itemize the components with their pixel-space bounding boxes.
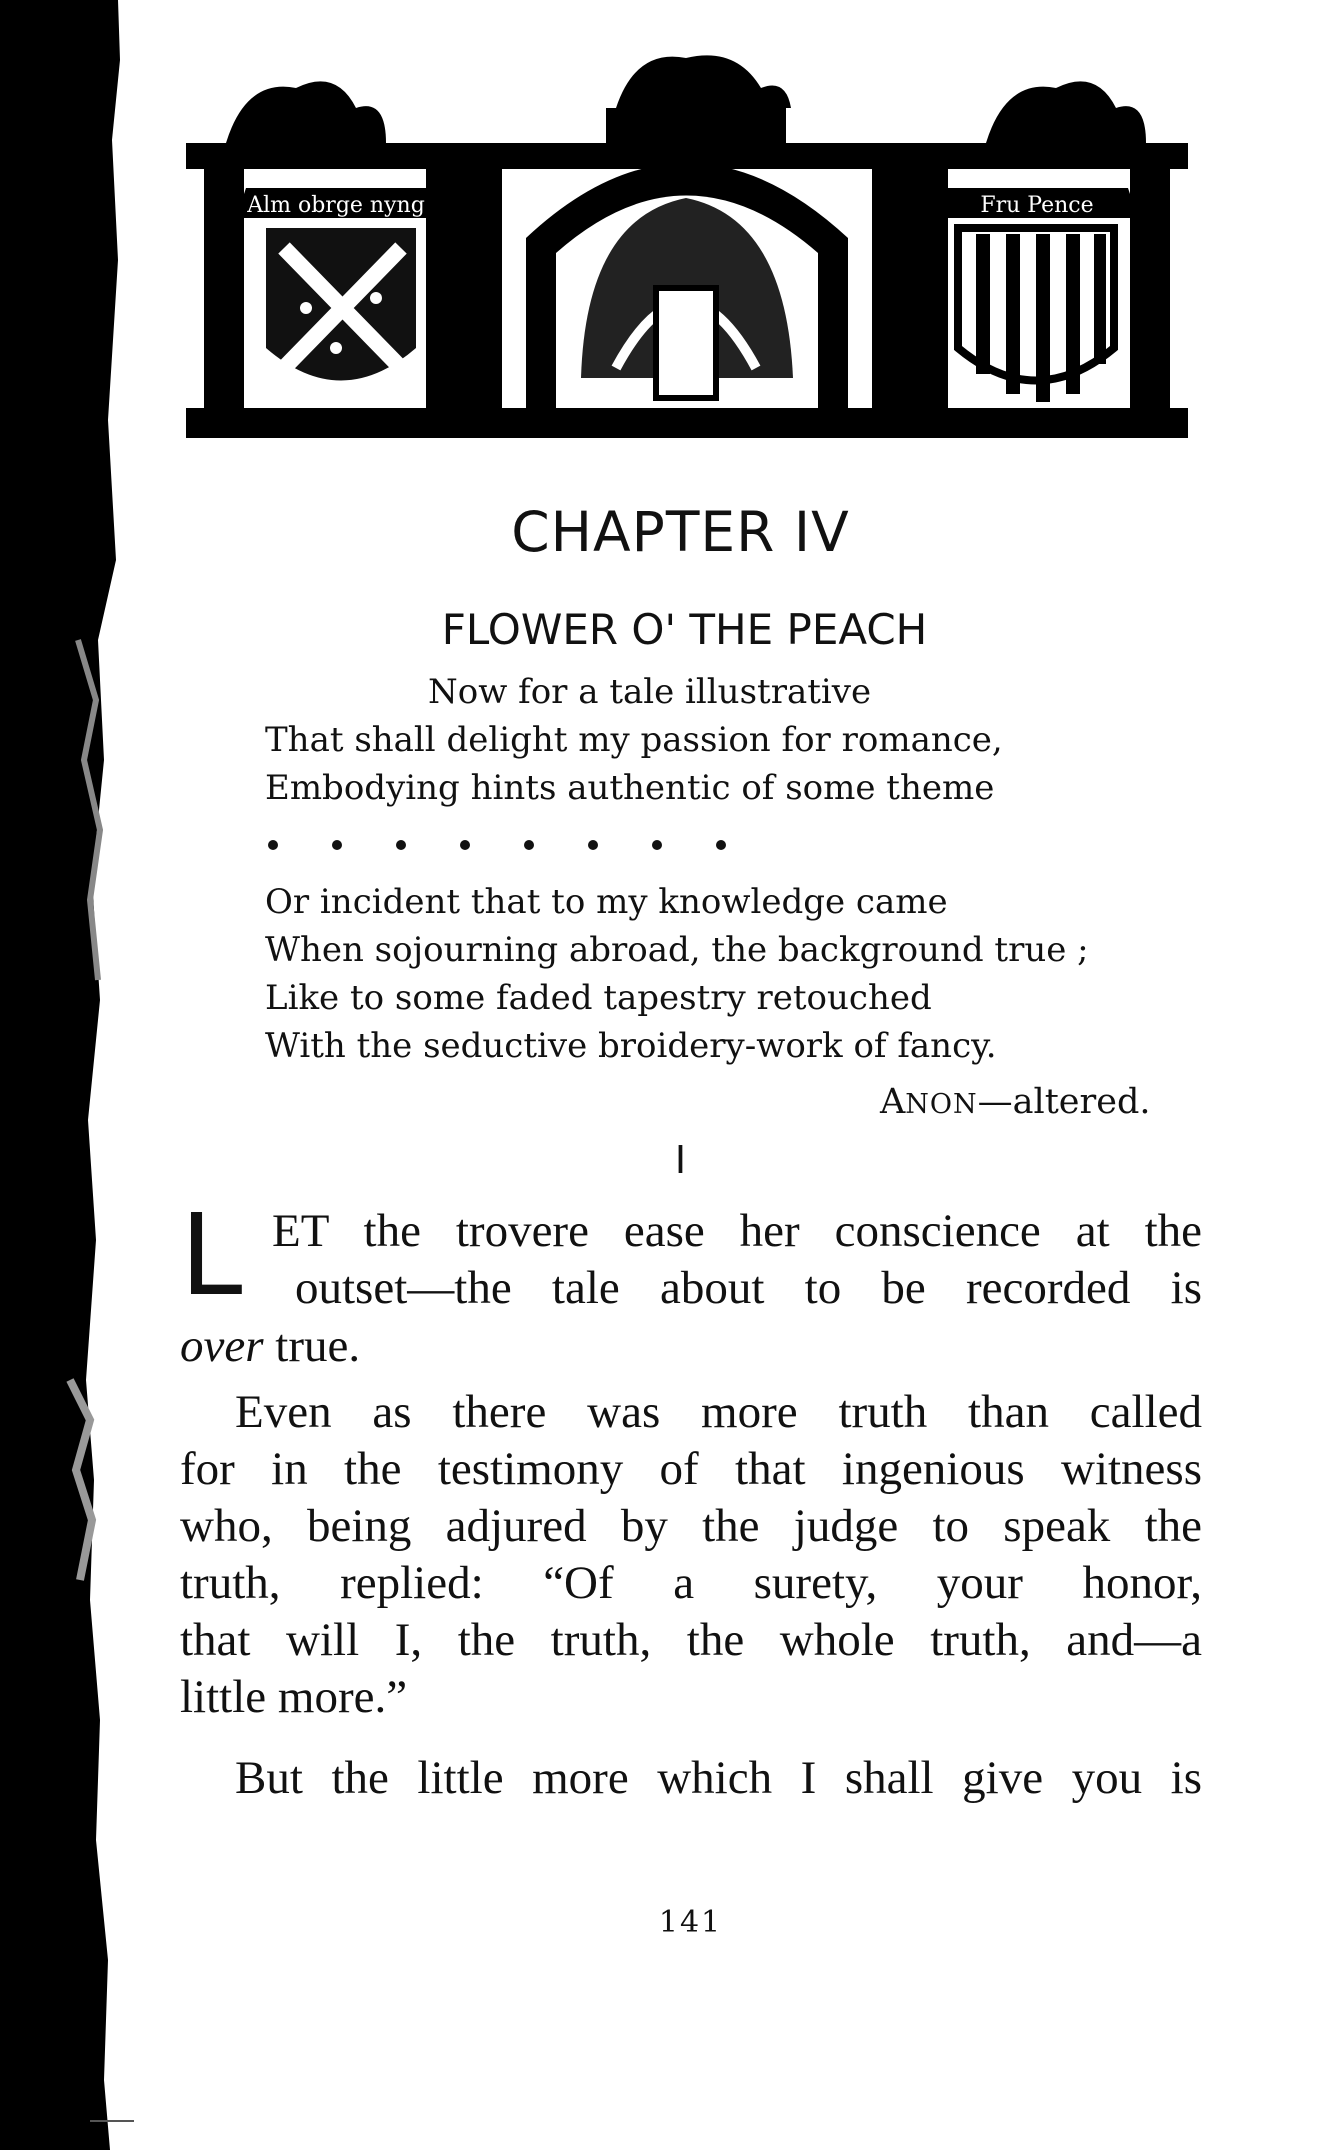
text-line: outset—the tale about to be recorded is	[295, 1262, 1202, 1314]
epigraph-line: When sojourning abroad, the background true ;	[265, 930, 1089, 970]
ellipsis-dots	[268, 840, 780, 850]
text-line: for in the testimony of that ingenious witness	[180, 1443, 1202, 1495]
scan-binding-edge	[0, 0, 130, 2150]
attribution-smallcaps: NON	[905, 1089, 978, 1120]
left-banner-text: Alm obrge nyng	[247, 193, 425, 218]
text-line: truth, replied: “Of a surety, your honor,	[180, 1557, 1202, 1609]
paragraph-1-line-2	[295, 1260, 1202, 1317]
attribution-initial: A	[880, 1082, 906, 1122]
text-line: But the little more which I shall give you is	[235, 1752, 1202, 1804]
drop-cap: L	[180, 1191, 243, 1321]
chapter-subtitle: FLOWER O' THE PEACH	[441, 605, 928, 654]
epigraph-line: That shall delight my passion for romance,	[265, 720, 1003, 760]
text-line: who, being adjured by the judge to speak the	[180, 1500, 1202, 1552]
italic-emphasis: over	[180, 1320, 264, 1372]
text-line: that will I, the truth, the whole truth, and—a	[180, 1614, 1202, 1666]
paragraph-3	[180, 1750, 1202, 1807]
paragraph-1-line-1	[272, 1203, 1202, 1260]
chapter-title: CHAPTER IV	[511, 500, 850, 564]
text-line: Even as there was more truth than called	[235, 1386, 1202, 1438]
epigraph-attribution	[880, 1082, 1150, 1122]
epigraph-line: Now for a tale illustrative	[428, 672, 872, 712]
epigraph-line: With the seductive broidery-work of fancy.	[265, 1026, 997, 1066]
text-fragment: true.	[263, 1320, 361, 1372]
heraldic-headpiece-illustration	[186, 48, 1188, 458]
epigraph-line: Or incident that to my knowledge came	[265, 882, 948, 922]
paragraph-2	[180, 1384, 1202, 1726]
attribution-rest: —altered.	[977, 1082, 1151, 1122]
epigraph-line: Like to some faded tapestry retouched	[265, 978, 932, 1018]
page-number: 141	[658, 1905, 723, 1940]
section-numeral: I	[674, 1138, 687, 1182]
right-banner-text: Fru Pence	[980, 193, 1094, 218]
paragraph-1-line-3	[180, 1318, 1202, 1375]
text-line: ET the trovere ease her conscience at the	[272, 1205, 1202, 1257]
epigraph-line: Embodying hints authentic of some theme	[265, 768, 995, 808]
page-edge-line	[90, 2120, 134, 2122]
text-line: little more.”	[180, 1671, 408, 1723]
